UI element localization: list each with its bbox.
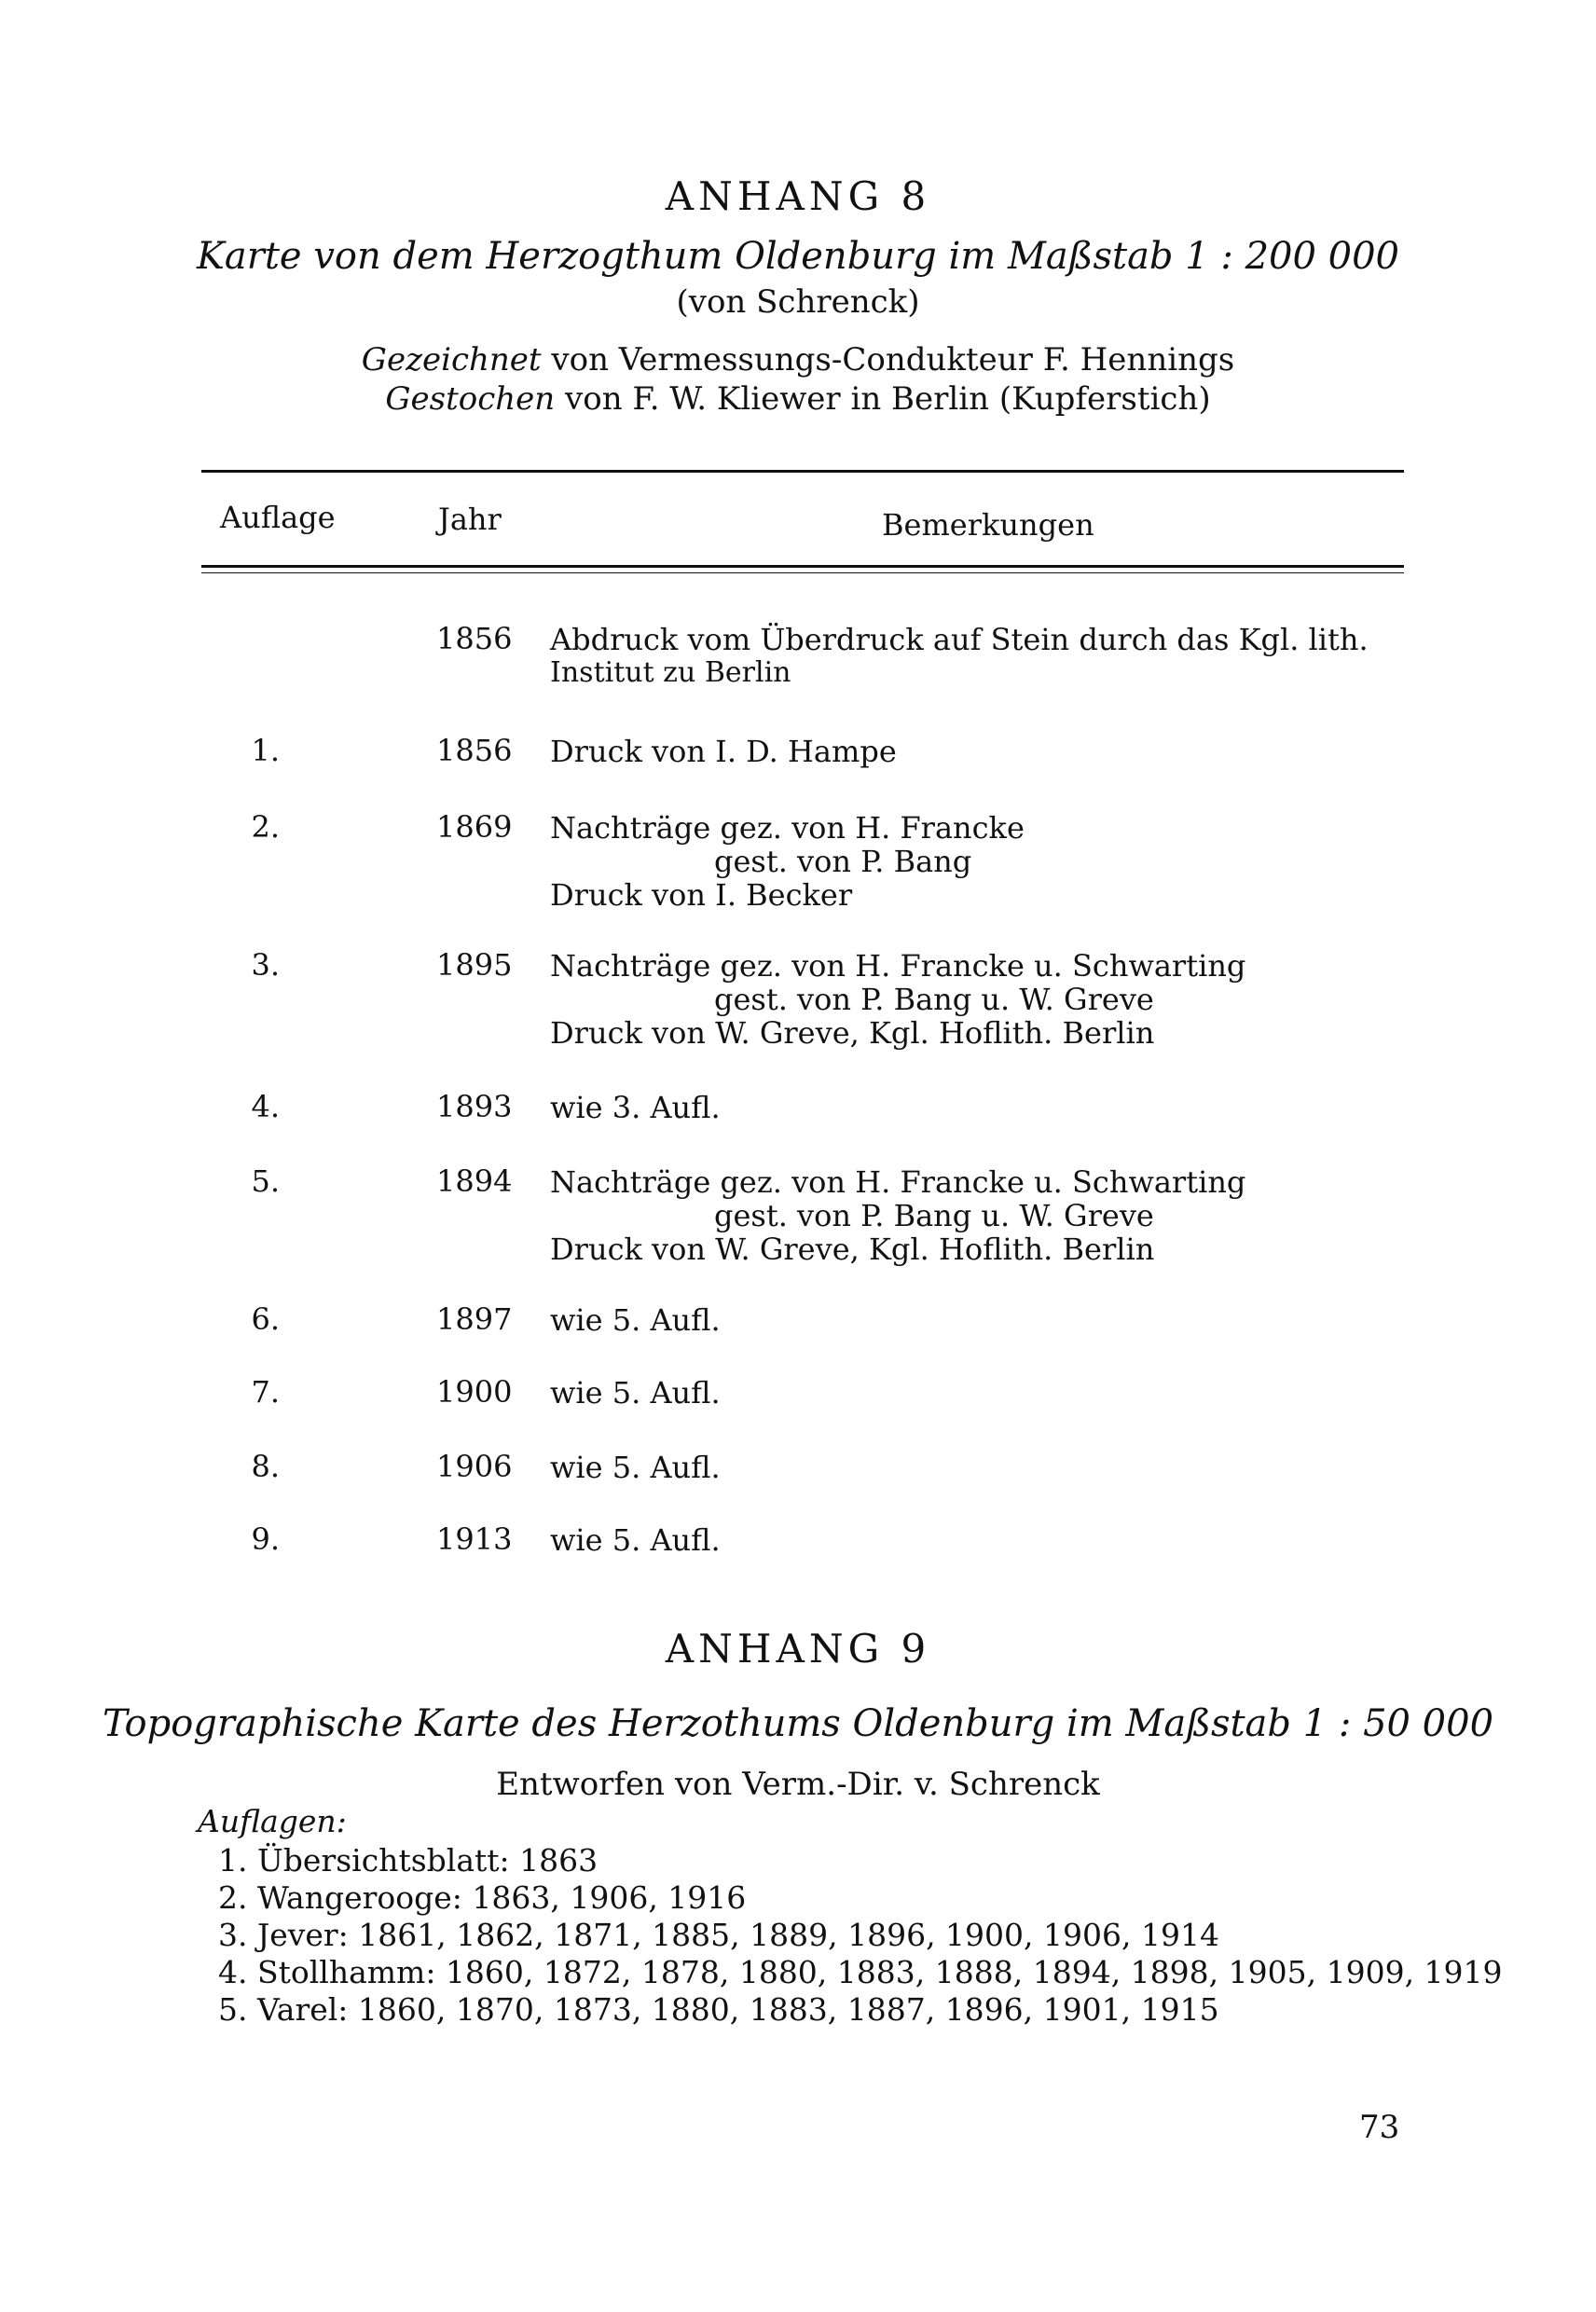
list-item: 4. Stollhamm: 1860, 1872, 1878, 1880, 1883, 1888, 1894, 1898, 1905, 1909, 1919 bbox=[218, 1954, 1503, 1990]
table-header-rule bbox=[201, 565, 1404, 568]
remark-line: wie 5. Aufl. bbox=[550, 1522, 721, 1558]
table-row-year: 1856 bbox=[436, 733, 513, 768]
table-row-remarks bbox=[550, 811, 1025, 912]
remark-line: gest. von P. Bang u. W. Greve bbox=[714, 1198, 1154, 1233]
table-row-year: 1906 bbox=[436, 1449, 513, 1484]
remark-line: Druck von W. Greve, Kgl. Hoflith. Berlin bbox=[550, 1015, 1155, 1051]
table-row-remarks bbox=[550, 1091, 721, 1124]
table-row-remarks bbox=[550, 1376, 721, 1410]
remark-line: Nachträge gez. von H. Francke u. Schwarting bbox=[550, 948, 1246, 984]
anhang-8-subtitle: Karte von dem Herzogthum Oldenburg im Maßstab 1 : 200 000 bbox=[197, 235, 1399, 278]
anhang-9-heading: ANHANG 9 bbox=[665, 1626, 931, 1672]
drawn-label: Gezeichnet bbox=[361, 341, 542, 378]
engraved-label: Gestochen bbox=[385, 380, 556, 418]
drawn-rest: von Vermessungs-Condukteur F. Hennings bbox=[541, 341, 1235, 378]
drawn-by-line bbox=[0, 341, 1596, 378]
list-item: 5. Varel: 1860, 1870, 1873, 1880, 1883, 1887, 1896, 1901, 1915 bbox=[218, 1991, 1219, 2028]
table-row-remarks bbox=[550, 623, 1369, 690]
col-header-year: Jahr bbox=[438, 502, 502, 537]
col-header-edition: Auflage bbox=[220, 500, 336, 535]
table-row-year: 1897 bbox=[436, 1301, 513, 1337]
table-row-edition: 5. bbox=[251, 1163, 280, 1199]
remark-line: wie 5. Aufl. bbox=[550, 1375, 721, 1411]
remark-line: Institut zu Berlin bbox=[550, 656, 791, 689]
remark-line: gest. von P. Bang bbox=[714, 844, 972, 879]
table-row-edition: 6. bbox=[251, 1301, 280, 1337]
table-row-year: 1894 bbox=[436, 1163, 513, 1199]
table-row-year: 1895 bbox=[436, 947, 513, 983]
table-row-edition: 9. bbox=[251, 1521, 280, 1557]
list-item: 1. Übersichtsblatt: 1863 bbox=[218, 1842, 598, 1878]
list-item: 3. Jever: 1861, 1862, 1871, 1885, 1889, 1896, 1900, 1906, 1914 bbox=[218, 1917, 1219, 1953]
anhang-9-subtitle: Topographische Karte des Herzothums Oldenburg im Maßstab 1 : 50 000 bbox=[102, 1702, 1494, 1745]
table-row-remarks bbox=[550, 735, 897, 768]
remark-line: Nachträge gez. von H. Francke u. Schwarting bbox=[550, 1164, 1246, 1200]
table-row-year: 1869 bbox=[436, 809, 513, 845]
table-row-edition: 1. bbox=[251, 733, 280, 768]
editions-label: Auflagen: bbox=[198, 1803, 347, 1839]
remark-line: Druck von I. D. Hampe bbox=[550, 734, 897, 769]
table-row-remarks bbox=[550, 1451, 721, 1484]
remark-line: wie 5. Aufl. bbox=[550, 1450, 721, 1485]
table-row-remarks bbox=[550, 949, 1245, 1050]
table-row-remarks bbox=[550, 1165, 1245, 1266]
list-item: 2. Wangerooge: 1863, 1906, 1916 bbox=[218, 1879, 747, 1916]
anhang-8-heading: ANHANG 8 bbox=[665, 173, 931, 219]
table-top-rule bbox=[201, 470, 1404, 473]
remark-line: Abdruck vom Überdruck auf Stein durch das Kgl. lith. bbox=[550, 622, 1369, 657]
table-row-year: 1913 bbox=[436, 1521, 513, 1557]
table-row-edition: 2. bbox=[251, 809, 280, 845]
table-row-remarks bbox=[550, 1523, 721, 1557]
table-row-edition: 3. bbox=[251, 947, 280, 983]
table-header-rule-2 bbox=[201, 572, 1404, 573]
table-row-edition: 8. bbox=[251, 1449, 280, 1484]
col-header-remarks: Bemerkungen bbox=[882, 507, 1094, 543]
remark-line: wie 5. Aufl. bbox=[550, 1302, 721, 1338]
table-row-year: 1856 bbox=[436, 621, 513, 656]
table-row-remarks bbox=[550, 1303, 721, 1337]
remark-line: gest. von P. Bang u. W. Greve bbox=[714, 982, 1154, 1017]
remark-line: Druck von I. Becker bbox=[550, 877, 853, 913]
remark-line: wie 3. Aufl. bbox=[550, 1090, 721, 1125]
page-number: 73 bbox=[1359, 2109, 1400, 2146]
remark-line: Nachträge gez. von H. Francke bbox=[550, 810, 1025, 846]
table-row-edition: 7. bbox=[251, 1374, 280, 1410]
engraved-by-line bbox=[0, 380, 1596, 418]
anhang-9-designer: Entworfen von Verm.-Dir. v. Schrenck bbox=[496, 1766, 1100, 1803]
table-row-year: 1893 bbox=[436, 1089, 513, 1124]
table-row-year: 1900 bbox=[436, 1374, 513, 1410]
remark-line: Druck von W. Greve, Kgl. Hoflith. Berlin bbox=[550, 1232, 1155, 1267]
anhang-8-author-note: (von Schrenck) bbox=[676, 283, 920, 321]
table-row-edition: 4. bbox=[251, 1089, 280, 1124]
engraved-rest: von F. W. Kliewer in Berlin (Kupferstich) bbox=[555, 380, 1211, 418]
